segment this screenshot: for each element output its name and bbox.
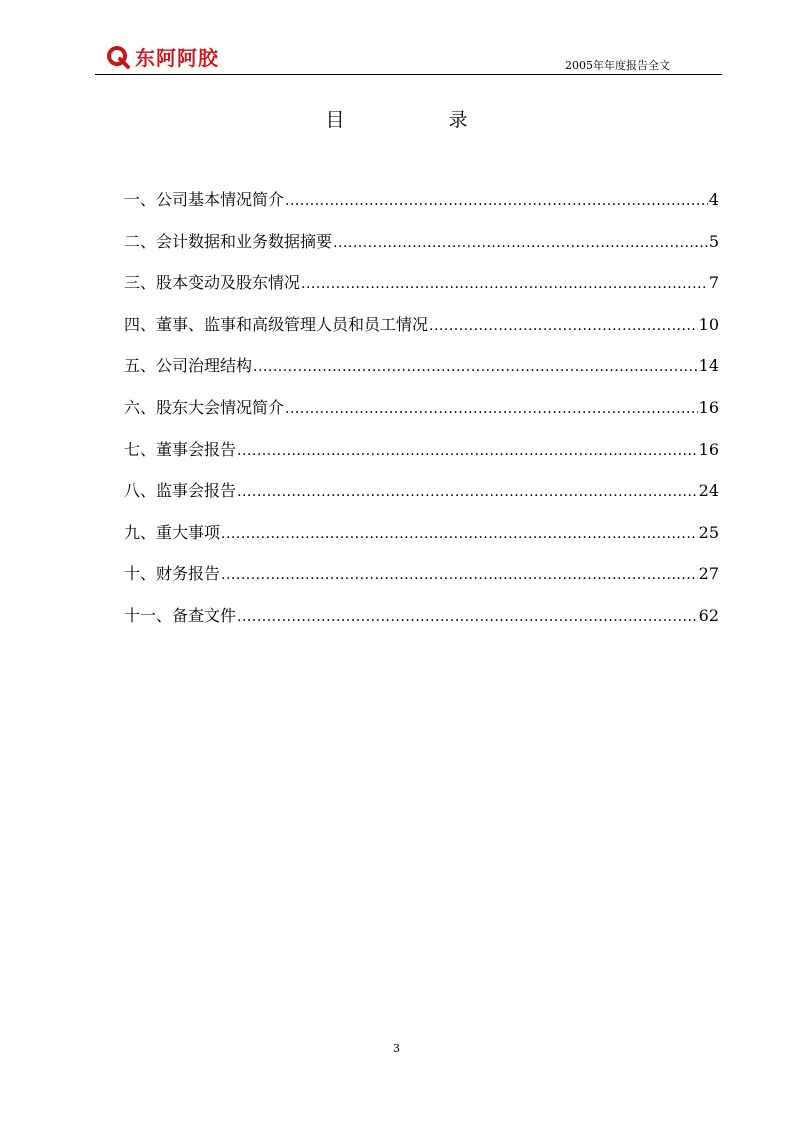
toc-entry-label: 九、重大事项 bbox=[124, 522, 221, 542]
report-title: 2005年年度报告全文 bbox=[565, 59, 670, 72]
toc-entry[interactable] bbox=[124, 312, 719, 354]
toc-leader-dots bbox=[237, 609, 698, 625]
toc-entry[interactable] bbox=[124, 187, 719, 229]
toc-entry-page: 5 bbox=[708, 231, 719, 251]
toc-entry-label: 三、股本变动及股东情况 bbox=[124, 273, 301, 293]
toc-leader-dots bbox=[429, 318, 698, 334]
toc-entry[interactable] bbox=[124, 395, 719, 437]
toc-entry[interactable] bbox=[124, 437, 719, 479]
toc-leader-dots bbox=[253, 359, 698, 375]
toc-entry[interactable] bbox=[124, 353, 719, 395]
toc-entry[interactable] bbox=[124, 270, 719, 312]
page-number: 3 bbox=[393, 1042, 400, 1055]
toc-entry-page: 10 bbox=[698, 314, 719, 334]
toc-title-right: 录 bbox=[448, 109, 468, 131]
company-logo bbox=[105, 42, 219, 71]
toc-entry-page: 7 bbox=[708, 273, 719, 293]
toc-entry[interactable] bbox=[124, 603, 719, 645]
toc-entry-page: 25 bbox=[698, 522, 719, 542]
toc-leader-dots bbox=[237, 484, 698, 500]
toc-entry-page: 16 bbox=[698, 397, 719, 417]
logo-text: 东阿阿胶 bbox=[135, 46, 219, 70]
toc-entry-label: 四、董事、监事和高级管理人员和员工情况 bbox=[124, 314, 429, 334]
toc-entry-page: 16 bbox=[698, 439, 719, 459]
toc-entry[interactable] bbox=[124, 478, 719, 520]
toc-entry[interactable] bbox=[124, 520, 719, 562]
toc-title-left: 目 bbox=[325, 109, 345, 131]
toc-entry-page: 14 bbox=[698, 356, 719, 376]
toc-entry-label: 七、董事会报告 bbox=[124, 439, 237, 459]
toc-entry-page: 27 bbox=[698, 564, 719, 584]
toc-entry-page: 24 bbox=[698, 481, 719, 501]
toc-entry-label: 六、股东大会情况简介 bbox=[124, 397, 285, 417]
logo-mark-icon bbox=[105, 44, 131, 70]
toc-entry-label: 二、会计数据和业务数据摘要 bbox=[124, 231, 333, 251]
toc-entry-page: 62 bbox=[698, 605, 719, 625]
toc-leader-dots bbox=[301, 276, 708, 292]
toc-entry[interactable] bbox=[124, 561, 719, 603]
toc-leader-dots bbox=[333, 235, 708, 251]
toc-entry[interactable] bbox=[124, 229, 719, 271]
toc-entry-label: 十一、备查文件 bbox=[124, 605, 237, 625]
table-of-contents bbox=[124, 187, 719, 645]
toc-leader-dots bbox=[285, 401, 698, 417]
toc-entry-label: 一、公司基本情况简介 bbox=[124, 190, 285, 209]
page-header bbox=[95, 38, 722, 75]
toc-leader-dots bbox=[285, 193, 708, 209]
toc-leader-dots bbox=[221, 526, 698, 542]
toc-entry-label: 八、监事会报告 bbox=[124, 481, 237, 501]
toc-leader-dots bbox=[237, 443, 698, 459]
toc-entry-label: 五、公司治理结构 bbox=[124, 356, 253, 376]
toc-entry-label: 十、财务报告 bbox=[124, 564, 221, 584]
toc-title bbox=[0, 105, 793, 132]
toc-leader-dots bbox=[221, 567, 698, 583]
toc-entry-page: 4 bbox=[708, 190, 719, 209]
